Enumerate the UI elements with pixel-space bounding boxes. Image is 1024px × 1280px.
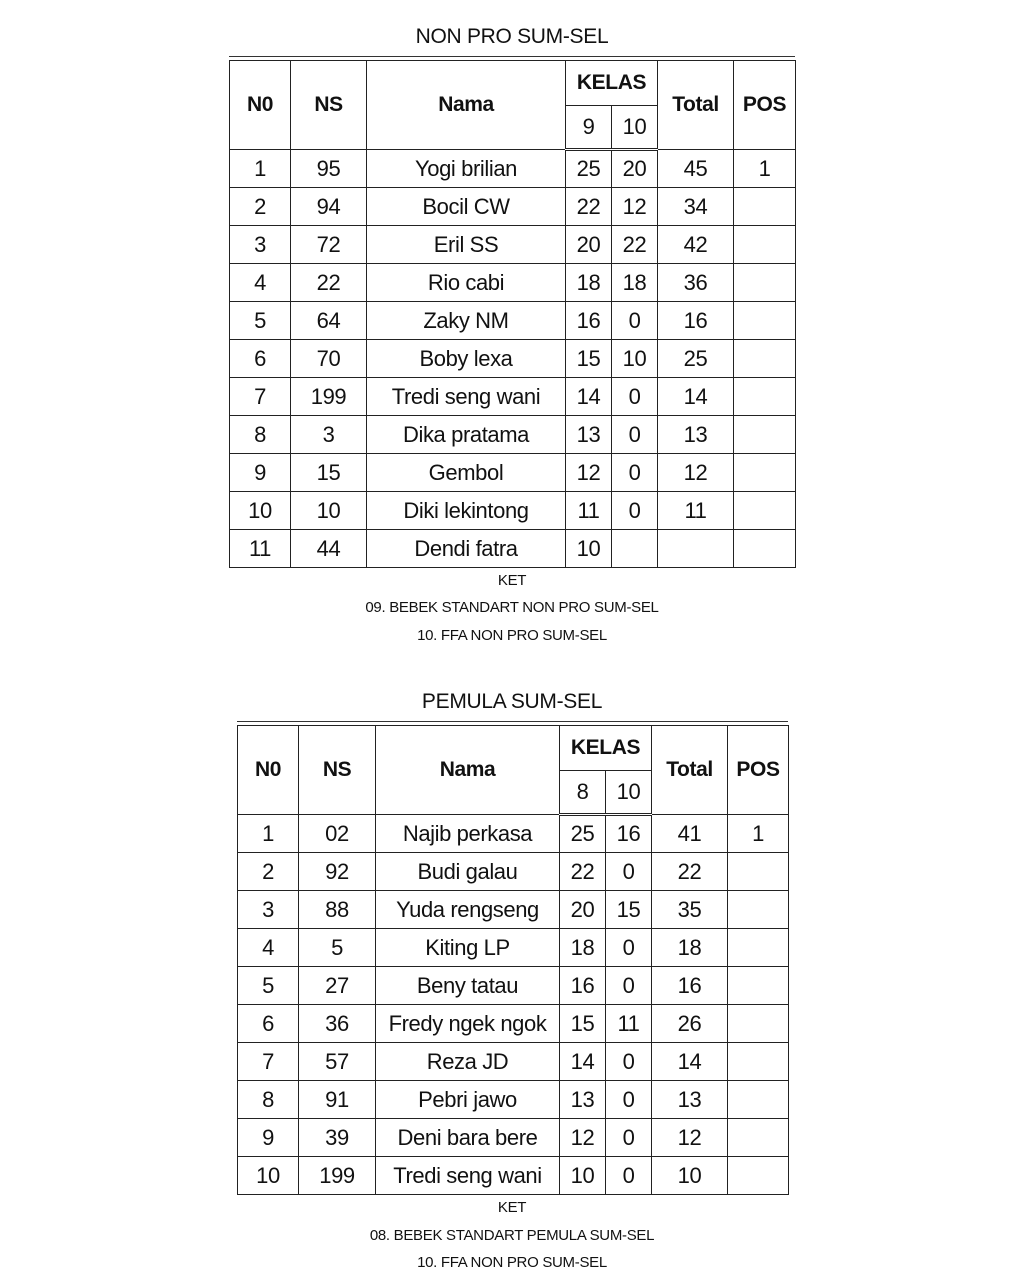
table1-ket-line1: 09. BEBEK STANDART NON PRO SUM-SEL <box>365 599 659 616</box>
table-row <box>238 853 789 891</box>
cell-pos <box>734 378 796 416</box>
cell-kelas-2: 11 <box>606 1005 652 1043</box>
cell-nama: Yogi brilian <box>367 150 566 188</box>
cell-pos <box>734 416 796 454</box>
cell-kelas-2: 20 <box>612 150 658 188</box>
cell-no: 1 <box>230 150 291 188</box>
cell-total: 12 <box>652 1119 728 1157</box>
cell-kelas-2: 0 <box>612 416 658 454</box>
cell-nama: Pebri jawo <box>376 1081 560 1119</box>
table-row <box>230 492 796 530</box>
table-row <box>230 302 796 340</box>
cell-total: 45 <box>658 150 734 188</box>
cell-kelas-1: 25 <box>560 815 606 853</box>
cell-pos: 1 <box>728 815 789 853</box>
cell-pos <box>728 853 789 891</box>
table-row <box>238 1157 789 1195</box>
cell-total: 26 <box>652 1005 728 1043</box>
cell-ns: 27 <box>299 967 376 1005</box>
cell-kelas-2: 0 <box>606 1043 652 1081</box>
table1-body <box>230 150 796 568</box>
cell-kelas-1: 11 <box>566 492 612 530</box>
cell-pos <box>734 302 796 340</box>
cell-kelas-1: 25 <box>566 150 612 188</box>
cell-kelas-1: 13 <box>560 1081 606 1119</box>
table1-title: NON PRO SUM-SEL <box>415 25 609 48</box>
cell-ns: 39 <box>299 1119 376 1157</box>
table-row <box>230 416 796 454</box>
cell-pos <box>728 1043 789 1081</box>
cell-pos <box>728 891 789 929</box>
cell-nama: Diki lekintong <box>367 492 566 530</box>
cell-kelas-1: 14 <box>560 1043 606 1081</box>
cell-ns: 95 <box>291 150 367 188</box>
cell-kelas-1: 12 <box>560 1119 606 1157</box>
cell-nama: Deni bara bere <box>376 1119 560 1157</box>
cell-nama: Fredy ngek ngok <box>376 1005 560 1043</box>
cell-pos <box>728 1081 789 1119</box>
cell-pos <box>734 530 796 568</box>
cell-kelas-2: 12 <box>612 188 658 226</box>
cell-no: 10 <box>238 1157 299 1195</box>
cell-ns: 10 <box>291 492 367 530</box>
header-pos: POS <box>728 726 789 815</box>
cell-kelas-2: 0 <box>606 1157 652 1195</box>
cell-nama: Gembol <box>367 454 566 492</box>
header-ns: NS <box>291 61 367 150</box>
cell-total: 11 <box>658 492 734 530</box>
cell-ns: 22 <box>291 264 367 302</box>
header-nama: Nama <box>376 726 560 815</box>
cell-kelas-1: 15 <box>566 340 612 378</box>
table-row <box>238 1005 789 1043</box>
cell-total: 36 <box>658 264 734 302</box>
table2-top-rule <box>237 721 788 722</box>
cell-total: 14 <box>658 378 734 416</box>
cell-ns: 88 <box>299 891 376 929</box>
cell-pos <box>734 340 796 378</box>
table-row <box>230 530 796 568</box>
cell-total: 35 <box>652 891 728 929</box>
cell-kelas-1: 13 <box>566 416 612 454</box>
cell-kelas-2: 16 <box>606 815 652 853</box>
table-row <box>238 967 789 1005</box>
cell-no: 7 <box>238 1043 299 1081</box>
cell-nama: Dika pratama <box>367 416 566 454</box>
cell-pos <box>734 226 796 264</box>
table2-body <box>238 815 789 1195</box>
cell-total: 25 <box>658 340 734 378</box>
cell-kelas-2 <box>612 530 658 568</box>
cell-ns: 199 <box>299 1157 376 1195</box>
cell-no: 5 <box>230 302 291 340</box>
cell-kelas-2: 18 <box>612 264 658 302</box>
table2-ket-label: KET <box>497 1199 527 1216</box>
cell-ns: 92 <box>299 853 376 891</box>
cell-ns: 72 <box>291 226 367 264</box>
header-no: N0 <box>238 726 299 815</box>
header-ns: NS <box>299 726 376 815</box>
cell-no: 8 <box>238 1081 299 1119</box>
cell-no: 11 <box>230 530 291 568</box>
cell-ns: 36 <box>299 1005 376 1043</box>
cell-nama: Kiting LP <box>376 929 560 967</box>
table-row <box>238 1043 789 1081</box>
cell-nama: Beny tatau <box>376 967 560 1005</box>
cell-ns: 57 <box>299 1043 376 1081</box>
cell-total <box>658 530 734 568</box>
cell-no: 6 <box>238 1005 299 1043</box>
table-row <box>238 1119 789 1157</box>
cell-kelas-1: 18 <box>566 264 612 302</box>
cell-pos <box>728 1157 789 1195</box>
cell-nama: Yuda rengseng <box>376 891 560 929</box>
table1 <box>229 60 796 568</box>
header-total: Total <box>652 726 728 815</box>
cell-kelas-1: 15 <box>560 1005 606 1043</box>
cell-kelas-1: 18 <box>560 929 606 967</box>
table-row <box>230 340 796 378</box>
cell-kelas-2: 15 <box>606 891 652 929</box>
cell-pos <box>734 492 796 530</box>
cell-no: 9 <box>238 1119 299 1157</box>
cell-total: 16 <box>658 302 734 340</box>
cell-ns: 3 <box>291 416 367 454</box>
cell-pos <box>734 188 796 226</box>
cell-no: 2 <box>238 853 299 891</box>
table-row <box>230 378 796 416</box>
table1-ket-line2: 10. FFA NON PRO SUM-SEL <box>417 627 607 644</box>
header-kelas-2: 10 <box>606 771 652 815</box>
cell-nama: Dendi fatra <box>367 530 566 568</box>
cell-kelas-2: 0 <box>612 302 658 340</box>
cell-kelas-2: 0 <box>606 1081 652 1119</box>
cell-total: 34 <box>658 188 734 226</box>
cell-nama: Rio cabi <box>367 264 566 302</box>
cell-ns: 15 <box>291 454 367 492</box>
table-row <box>238 929 789 967</box>
cell-kelas-1: 10 <box>560 1157 606 1195</box>
cell-kelas-2: 0 <box>612 492 658 530</box>
cell-ns: 64 <box>291 302 367 340</box>
cell-kelas-2: 22 <box>612 226 658 264</box>
cell-total: 42 <box>658 226 734 264</box>
cell-ns: 5 <box>299 929 376 967</box>
cell-no: 8 <box>230 416 291 454</box>
cell-pos: 1 <box>734 150 796 188</box>
cell-no: 1 <box>238 815 299 853</box>
table-row <box>238 1081 789 1119</box>
cell-kelas-2: 0 <box>612 378 658 416</box>
cell-total: 10 <box>652 1157 728 1195</box>
table2 <box>237 725 789 1195</box>
cell-kelas-1: 22 <box>566 188 612 226</box>
cell-kelas-1: 20 <box>566 226 612 264</box>
cell-nama: Tredi seng wani <box>376 1157 560 1195</box>
cell-nama: Boby lexa <box>367 340 566 378</box>
cell-kelas-2: 0 <box>606 967 652 1005</box>
cell-pos <box>734 454 796 492</box>
cell-total: 13 <box>652 1081 728 1119</box>
cell-no: 2 <box>230 188 291 226</box>
cell-kelas-2: 0 <box>606 853 652 891</box>
cell-kelas-1: 12 <box>566 454 612 492</box>
cell-no: 5 <box>238 967 299 1005</box>
cell-pos <box>728 1005 789 1043</box>
cell-nama: Zaky NM <box>367 302 566 340</box>
cell-kelas-2: 0 <box>606 1119 652 1157</box>
cell-nama: Budi galau <box>376 853 560 891</box>
cell-no: 4 <box>230 264 291 302</box>
table-row <box>230 188 796 226</box>
cell-no: 10 <box>230 492 291 530</box>
cell-kelas-1: 16 <box>566 302 612 340</box>
table-row <box>230 454 796 492</box>
cell-no: 4 <box>238 929 299 967</box>
cell-kelas-2: 0 <box>606 929 652 967</box>
cell-kelas-1: 10 <box>566 530 612 568</box>
cell-ns: 199 <box>291 378 367 416</box>
cell-no: 7 <box>230 378 291 416</box>
table-row <box>230 150 796 188</box>
cell-total: 22 <box>652 853 728 891</box>
cell-kelas-1: 22 <box>560 853 606 891</box>
header-total: Total <box>658 61 734 150</box>
cell-no: 3 <box>238 891 299 929</box>
cell-total: 14 <box>652 1043 728 1081</box>
header-nama: Nama <box>367 61 566 150</box>
cell-nama: Tredi seng wani <box>367 378 566 416</box>
header-no: N0 <box>230 61 291 150</box>
table-row <box>230 226 796 264</box>
table2-ket-line2: 10. FFA NON PRO SUM-SEL <box>417 1254 607 1271</box>
table1-top-rule <box>229 56 795 57</box>
table2-title: PEMULA SUM-SEL <box>421 690 603 713</box>
header-kelas-1: 8 <box>560 771 606 815</box>
cell-no: 3 <box>230 226 291 264</box>
cell-no: 9 <box>230 454 291 492</box>
cell-ns: 44 <box>291 530 367 568</box>
cell-total: 13 <box>658 416 734 454</box>
table-row <box>238 815 789 853</box>
cell-kelas-2: 0 <box>612 454 658 492</box>
header-kelas: KELAS <box>566 61 658 106</box>
cell-nama: Najib perkasa <box>376 815 560 853</box>
cell-nama: Reza JD <box>376 1043 560 1081</box>
cell-pos <box>728 1119 789 1157</box>
header-kelas-2: 10 <box>612 106 658 150</box>
cell-ns: 02 <box>299 815 376 853</box>
cell-ns: 91 <box>299 1081 376 1119</box>
cell-kelas-1: 20 <box>560 891 606 929</box>
table2-ket-line1: 08. BEBEK STANDART PEMULA SUM-SEL <box>369 1227 655 1244</box>
cell-kelas-1: 14 <box>566 378 612 416</box>
cell-ns: 70 <box>291 340 367 378</box>
cell-nama: Bocil CW <box>367 188 566 226</box>
header-kelas-1: 9 <box>566 106 612 150</box>
cell-pos <box>728 929 789 967</box>
header-pos: POS <box>734 61 796 150</box>
cell-kelas-2: 10 <box>612 340 658 378</box>
table-row <box>230 264 796 302</box>
cell-total: 12 <box>658 454 734 492</box>
cell-pos <box>734 264 796 302</box>
cell-kelas-1: 16 <box>560 967 606 1005</box>
cell-nama: Eril SS <box>367 226 566 264</box>
table1-ket-label: KET <box>497 572 527 589</box>
cell-ns: 94 <box>291 188 367 226</box>
cell-total: 41 <box>652 815 728 853</box>
cell-total: 18 <box>652 929 728 967</box>
table-row <box>238 891 789 929</box>
cell-pos <box>728 967 789 1005</box>
cell-no: 6 <box>230 340 291 378</box>
header-kelas: KELAS <box>560 726 652 771</box>
cell-total: 16 <box>652 967 728 1005</box>
